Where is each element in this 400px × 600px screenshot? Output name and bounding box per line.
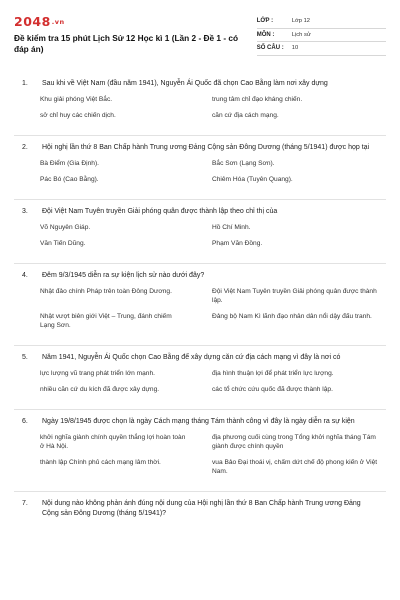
answer-option[interactable]: Văn Tiến Dũng. xyxy=(40,239,86,247)
question-row xyxy=(14,417,386,427)
question-text: Hội nghị lần thứ 8 Ban Chấp hành Trung ương Đảng Cộng sản Đông Dương (tháng 5/1941) được họp tại xyxy=(42,143,370,151)
question-item xyxy=(14,136,386,200)
answer-option[interactable]: Phạm Văn Đồng. xyxy=(212,239,263,247)
answer-option[interactable]: Đảng bộ Nam Kì lãnh đạo nhân dân nổi dậy đấu tranh. xyxy=(212,312,372,320)
meta-key: MÔN : xyxy=(256,31,275,38)
answer-option[interactable]: khởi nghĩa giành chính quyền thắng lợi hoàn toàn ở Hà Nội. xyxy=(40,433,186,450)
question-number: 6. xyxy=(22,417,28,425)
meta-value: 10 xyxy=(291,45,299,52)
answer-options xyxy=(14,223,386,255)
answer-option[interactable]: Đội Việt Nam Tuyên truyền Giải phóng quân được thành lập. xyxy=(212,287,377,304)
question-text: Nội dung nào không phản ánh đúng nội dung của Hội nghị lần thứ 8 Ban Chấp hành Trung ương Đảng Cộng sản Đông Dương (tháng 5/1941)? xyxy=(42,499,361,517)
question-number: 5. xyxy=(22,353,28,361)
question-item xyxy=(14,72,386,136)
question-row xyxy=(14,271,386,281)
answer-options xyxy=(14,95,386,127)
meta-row-class xyxy=(257,15,386,29)
logo-main: 2048 xyxy=(14,14,51,29)
answer-option[interactable]: vua Bảo Đại thoái vị, chấm dứt chế độ phong kiến ở Việt Nam. xyxy=(212,458,378,475)
answer-option[interactable]: Chiêm Hóa (Tuyên Quang). xyxy=(212,175,293,183)
question-list xyxy=(0,72,400,527)
question-item xyxy=(14,264,386,346)
meta-row-count xyxy=(257,42,386,56)
question-row xyxy=(14,499,386,519)
question-number: 2. xyxy=(22,143,28,151)
answer-option[interactable]: sở chỉ huy các chiến dịch. xyxy=(40,111,116,119)
question-text: Sau khi về Việt Nam (đầu năm 1941), Nguyễn Ái Quốc đã chọn Cao Bằng làm nơi xây dựng xyxy=(42,79,328,87)
answer-option[interactable]: trung tâm chỉ đạo kháng chiến. xyxy=(212,95,303,103)
answer-option[interactable]: Nhật đảo chính Pháp trên toàn Đông Dương. xyxy=(40,287,172,295)
answer-option[interactable]: địa hình thuận lợi để phát triển lực lượng. xyxy=(212,369,334,377)
answer-options xyxy=(14,369,386,401)
header-left xyxy=(14,14,245,56)
question-number: 1. xyxy=(22,79,28,87)
meta-row-subject xyxy=(257,29,386,43)
question-item xyxy=(14,410,386,492)
answer-option[interactable]: thành lập Chính phủ cách mạng lâm thời. xyxy=(40,458,161,466)
question-row xyxy=(14,207,386,217)
meta-key: LỚP : xyxy=(256,18,274,25)
question-text: Năm 1941, Nguyễn Ái Quốc chọn Cao Bằng để xây dựng căn cứ địa cách mạng vì đây là nơi có xyxy=(42,353,341,361)
answer-options xyxy=(14,433,386,483)
answer-option[interactable]: Võ Nguyên Giáp. xyxy=(40,223,91,231)
question-number: 7. xyxy=(22,499,28,507)
question-item xyxy=(14,492,386,527)
answer-option[interactable]: địa phương cuối cùng trong Tổng khởi nghĩa tháng Tám giành được chính quyền xyxy=(212,433,376,450)
question-row xyxy=(14,143,386,153)
site-logo[interactable] xyxy=(14,14,245,29)
answer-option[interactable]: Pác Bó (Cao Bằng). xyxy=(40,175,99,183)
question-number: 4. xyxy=(22,271,28,279)
meta-value: Lớp 12 xyxy=(291,18,311,25)
meta-panel xyxy=(257,14,386,56)
question-number: 3. xyxy=(22,207,28,215)
answer-option[interactable]: Khu giải phóng Việt Bắc. xyxy=(40,95,113,103)
page-title: Đề kiểm tra 15 phút Lịch Sử 12 Học kì 1 (Lần 2 - Đề 1 - có đáp án) xyxy=(14,33,239,54)
question-row xyxy=(14,353,386,363)
question-text: Đội Việt Nam Tuyên truyền Giải phóng quân được thành lập theo chỉ thị của xyxy=(42,207,278,215)
answer-option[interactable]: Bà Điểm (Gia Định). xyxy=(40,159,99,167)
answer-option[interactable]: căn cứ địa cách mạng. xyxy=(212,111,279,119)
answer-option[interactable]: Bắc Sơn (Lạng Sơn). xyxy=(212,159,275,167)
answer-option[interactable]: Nhật vượt biên giới Việt – Trung, đánh chiếm Lạng Sơn. xyxy=(40,312,172,329)
question-item xyxy=(14,200,386,264)
question-row xyxy=(14,79,386,89)
meta-key: SỐ CÂU : xyxy=(256,45,284,52)
question-text: Đêm 9/3/1945 diễn ra sự kiện lịch sử nào dưới đây? xyxy=(42,271,205,279)
answer-options xyxy=(14,159,386,191)
logo-suffix: .vn xyxy=(51,18,65,26)
header xyxy=(0,0,400,56)
answer-option[interactable]: lực lượng vũ trang phát triển lớn mạnh. xyxy=(40,369,155,377)
answer-option[interactable]: các tổ chức cứu quốc đã được thành lập. xyxy=(212,385,333,393)
answer-option[interactable]: nhiều căn cứ du kích đã được xây dựng. xyxy=(40,385,160,393)
answer-options xyxy=(14,287,386,337)
meta-value: Lịch sử xyxy=(291,31,311,38)
answer-option[interactable]: Hồ Chí Minh. xyxy=(212,223,251,231)
question-text: Ngày 19/8/1945 được chọn là ngày Cách mạng tháng Tám thành công vì đây là ngày diễn ra sự kiện xyxy=(42,417,355,425)
question-item xyxy=(14,346,386,410)
